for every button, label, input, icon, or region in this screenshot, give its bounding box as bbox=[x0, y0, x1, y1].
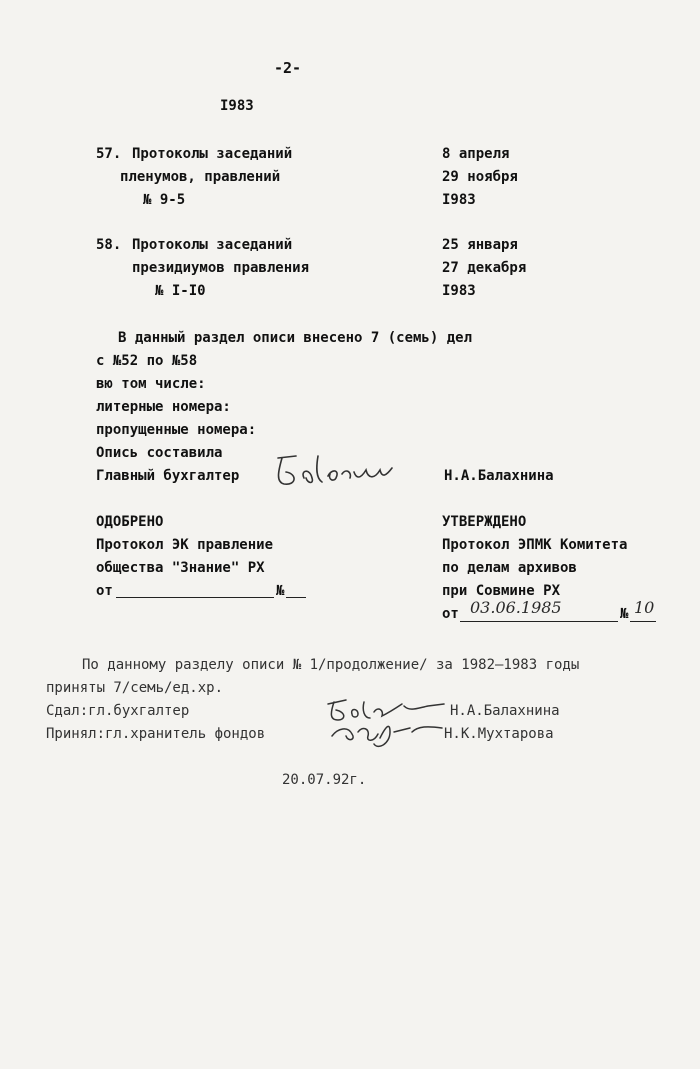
entry-date-start: 8 апреля bbox=[442, 146, 510, 162]
summary-letter-numbers-line: литерные номера: bbox=[96, 399, 231, 415]
number-line bbox=[630, 621, 656, 622]
entry-title-line: Протоколы заседаний bbox=[132, 237, 293, 253]
entry-number: 57. bbox=[96, 146, 122, 162]
handed-label: Сдал:гл.бухгалтер bbox=[46, 703, 190, 719]
summary-total-line: В данный раздел описи внесено 7 (семь) дел bbox=[118, 330, 473, 346]
handwritten-number: 10 bbox=[634, 598, 655, 617]
number-blank-line bbox=[286, 597, 306, 598]
accepted-label: Принял:гл.хранитель фондов bbox=[46, 726, 266, 742]
confirmed-line: при Совмине РХ bbox=[442, 583, 561, 599]
confirmed-line: по делам архивов bbox=[442, 560, 577, 576]
transfer-signatures bbox=[318, 692, 448, 752]
approved-from-label: от bbox=[96, 583, 113, 599]
entry-year: I983 bbox=[442, 283, 476, 299]
compiled-by-label: Опись составила bbox=[96, 445, 223, 461]
entry-date-end: 27 декабря bbox=[442, 260, 527, 276]
transfer-line: приняты 7/семь/ед.хр. bbox=[46, 680, 224, 696]
entry-year: I983 bbox=[442, 192, 476, 208]
compiler-name: Н.А.Балахнина bbox=[444, 468, 554, 484]
handed-name: Н.А.Балахнина bbox=[450, 703, 560, 719]
confirmed-heading: УТВЕРЖДЕНО bbox=[442, 514, 527, 530]
confirmed-line: Протокол ЭПМК Комитета bbox=[442, 537, 628, 553]
approved-line: общества "Знание" РХ bbox=[96, 560, 265, 576]
entry-title-line: № I-I0 bbox=[155, 283, 206, 299]
section-year: I983 bbox=[220, 98, 254, 114]
entry-title-line: № 9-5 bbox=[143, 192, 186, 208]
compiler-position: Главный бухгалтер bbox=[96, 468, 240, 484]
entry-date-end: 29 ноября bbox=[442, 169, 518, 185]
accepted-name: Н.К.Мухтарова bbox=[444, 726, 554, 742]
entry-date-start: 25 января bbox=[442, 237, 518, 253]
page-number: -2- bbox=[274, 59, 302, 77]
summary-range-line: с №52 по №58 bbox=[96, 353, 198, 369]
entry-number: 58. bbox=[96, 237, 122, 253]
summary-including-line: вю том числе: bbox=[96, 376, 206, 392]
confirmed-num-label: № bbox=[620, 606, 629, 622]
entry-title-line: Протоколы заседаний bbox=[132, 146, 293, 162]
summary-missing-numbers-line: пропущенные номера: bbox=[96, 422, 257, 438]
handwritten-date: 03.06.1985 bbox=[470, 598, 562, 617]
date-blank-line bbox=[116, 597, 274, 598]
transfer-date: 20.07.92г. bbox=[282, 772, 367, 788]
transfer-line: По данному разделу описи № 1/продолжение/ за 1982–1983 годы bbox=[82, 657, 580, 673]
entry-title-line: президиумов правления bbox=[132, 260, 310, 276]
date-line bbox=[460, 621, 618, 622]
confirmed-from-label: от bbox=[442, 606, 459, 622]
approved-heading: ОДОБРЕНО bbox=[96, 514, 164, 530]
compiler-signature bbox=[270, 448, 400, 493]
approved-line: Протокол ЭК правление bbox=[96, 537, 274, 553]
entry-title-line: пленумов, правлений bbox=[120, 169, 281, 185]
approved-num-label: № bbox=[276, 583, 285, 599]
